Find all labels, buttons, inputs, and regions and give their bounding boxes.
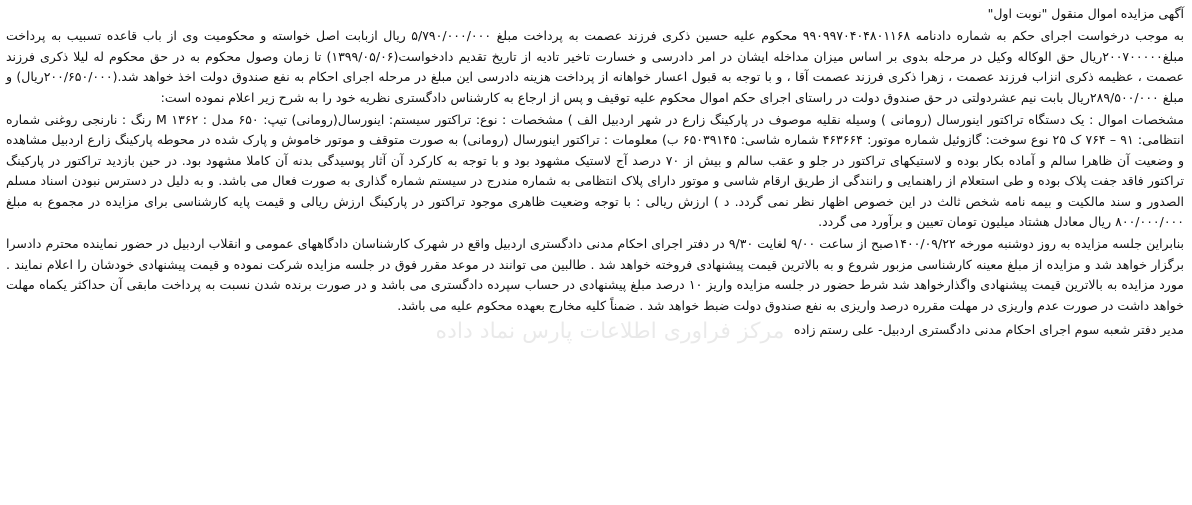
auction-notice (6, 4, 1184, 501)
notice-paragraph-judgment: به موجب درخواست اجرای حکم به شماره دادنامه ۹۹۰۹۹۷۰۴۰۴۸۰۱۱۶۸ محکوم علیه حسین ذکری فرزند عصمت به پرداخت مبلغ ۵/۷۹۰/۰۰۰/۰۰۰ ریال ازبابت اصل خواسته و محکومیت وی از باب قاعده تسبیب به پرداخت مبلغ۲۰۰۷۰۰۰۰۰ریال حق الوکاله وکیل در مرحله بدوی بر اساس میزان مداخله ایشان در امر دادرسی و خسارت تاخیر تادیه از تاریخ تقدیم دادخواست(۱۳۹۹/۰۵/۰۶) تا زمان وصول محکوم به در حق محکوم له لیلا ذکری فرزند عصمت ، عظیمه ذکری انزاب فرزند عصمت ، زهرا ذکری فرزند عصمت آقا ، و با توجه به قبول اعسار خواهانه از پرداخت هزینه دادرسی این مبلغ در مرحله اجرای احکام به نفع صندوق دولت اخذ خواهد شد.(۲۰۰/۶۵۰/۰۰۰ریال) و مبلغ ۲۸۹/۵۰۰/۰۰۰ریال بابت نیم عشردولتی در حق صندوق دولت در راستای اجرای حکم اموال محکوم علیه توقیف و پس از ارجاع به کارشناس دادگستری نظریه خود را به شرح زیر اعلام نموده است: (6, 28, 1185, 105)
notice-title: آگهی مزایده اموال منقول "نوبت اول" (987, 6, 1184, 21)
watermark-text: مرکز فراوری اطلاعات پارس نماد داده (435, 319, 785, 344)
notice-signature: مدیر دفتر شعبه سوم اجرای احکام مدنی دادگستری اردبیل- علی رستم زاده (793, 322, 1184, 338)
notice-paragraph-property-specs: مشخصات اموال : یک دستگاه تراکتور اینورسال (رومانی ) وسیله نقلیه موصوف در پارکینگ زارع در شهر اردبیل الف ) مشخصات : نوع: تراکتور سیستم: اینورسال(رومانی) تیپ: ۶۵۰ مدل : ۱۳۶۲ M رنگ : نارنجی روغنی شماره انتظامی: ۹۱ – ۷۶۴ ک ۲۵ نوع سوخت: گازوئیل شماره موتور: ۴۶۳۶۶۴ شماره شاسی: ۶۵۰۳۹۱۴۵ ب) معلومات : تراکتور اینورسال (رومانی) به صورت متوقف و موتور خاموش و پارک شده در محوطه پارکینگ زارع اردبیل مشاهده و وضعیت آن ظاهرا سالم و آماده بکار بوده و لاستیکهای تراکتور در جلو و عقب سالم و بیش از ۷۰ درصد آج لاستیک مشهود بود و با توجه به کارکرد آن آثار پوسیدگی بدنه آن کاملا مشهود بود. در حین بازدید تراکتور در پارکینگ تراکتور فاقد جفت پلاک بوده و طی استعلام از راهنمایی و رانندگی از طریق ارقام شاسی و موتور دارای پلاک انتظامی به شماره مندرج در سیستم شماره گذاری به صورت فعال می باشد. و به دلیل در دسترس نبودن اسناد مسلم الصدور و سند مالکیت و بیمه نامه شخص ثالث در این خصوص اظهار نظر نمی گردد. د ) ارزش ریالی : با توجه وضعیت ظاهری موجود تراکتور در پارکینگ ارزش ریالی و قیمت پایه کارشناسی برای مزایده در مجموع به مبلغ ۸۰۰/۰۰۰/۰۰۰ ریال معادل هشتاد میلیون تومان تعیین و برآورد می گردد. (6, 112, 1184, 230)
notice-paragraph-auction-terms: بنابراین جلسه مزایده به روز دوشنبه مورخه ۱۴۰۰/۰۹/۲۲صبح از ساعت ۹/۰۰ لغایت ۹/۳۰ در دفتر اجرای احکام مدنی دادگستری اردبیل واقع در شهرک کارشناسان دادگاههای عمومی و انقلاب اردبیل در حضور نماینده محترم دادسرا برگزار خواهد شد و مزایده از مبلغ معینه کارشناسی مزبور شروع و به بالاترین قیمت پیشنهادی فروخته خواهد شد . طالبین می توانند در موعد مقرر فوق در جلسه مزایده شرکت نموده و قیمت پیشنهادی خودشان را اعلام نمایند . مورد مزایده به بالاترین قیمت پیشنهادی واگذارخواهد شد شرط حضور در جلسه مزایده واریز ۱۰ درصد مبلغ پیشنهادی در حساب سپرده دادگستری می باشد و در صورت برنده شدن نسبت به پرداخت مابقی آن حداکثر یکماه مهلت خواهد داشت در صورت عدم واریزی در مهلت مقرره درصد واریزی به نفع صندوق دولت ضبط خواهد شد . ضمناً کلیه مخارج بعهده محکوم علیه می باشد. (6, 236, 1184, 313)
